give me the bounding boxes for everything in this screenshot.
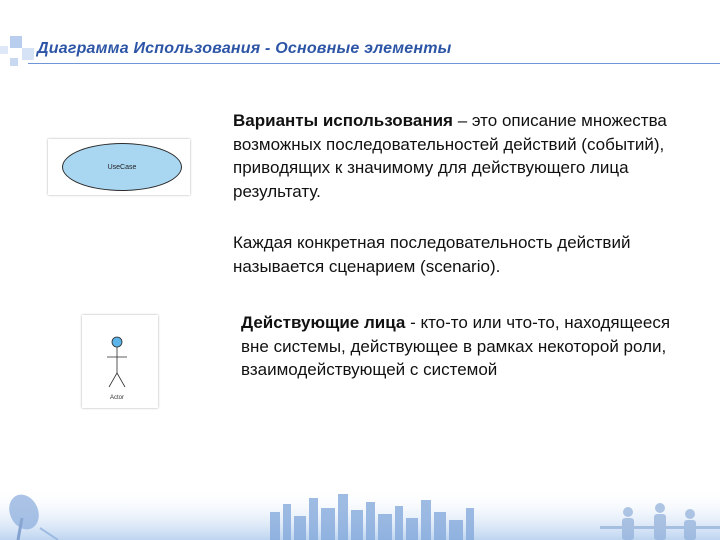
header-decor-square xyxy=(10,58,18,66)
usecase-definition-text: – это описание множества возможных последовательностей действий (событий), приводящих к значимому для действующего лица результату. xyxy=(233,111,667,201)
scenario-definition: Каждая конкретная последовательность действий называется сценарием (scenario). xyxy=(233,233,631,276)
footer-decor-strip xyxy=(0,488,720,540)
actor-label: Actor xyxy=(109,395,124,401)
usecase-term: Варианты использования xyxy=(233,111,453,130)
usecase-definition xyxy=(233,109,673,203)
actor-figure xyxy=(82,315,158,408)
slide-title: Диаграмма Использования - Основные элементы xyxy=(37,40,452,57)
actor-definition-text: - кто-то или что-то, находящееся вне системы, действующее в рамках некоторой роли, взаимодействующей с системой xyxy=(241,313,671,379)
header-decor-square xyxy=(0,46,8,54)
usecase-label: UseCase xyxy=(107,163,137,171)
actor-term: Действующие лица xyxy=(241,313,406,332)
usecase-figure xyxy=(48,139,190,195)
header-decor-square xyxy=(10,36,22,48)
header-decor-square xyxy=(22,48,34,60)
usecase-ellipse xyxy=(62,143,182,191)
title-underline xyxy=(28,63,720,64)
actor-definition xyxy=(241,311,691,382)
